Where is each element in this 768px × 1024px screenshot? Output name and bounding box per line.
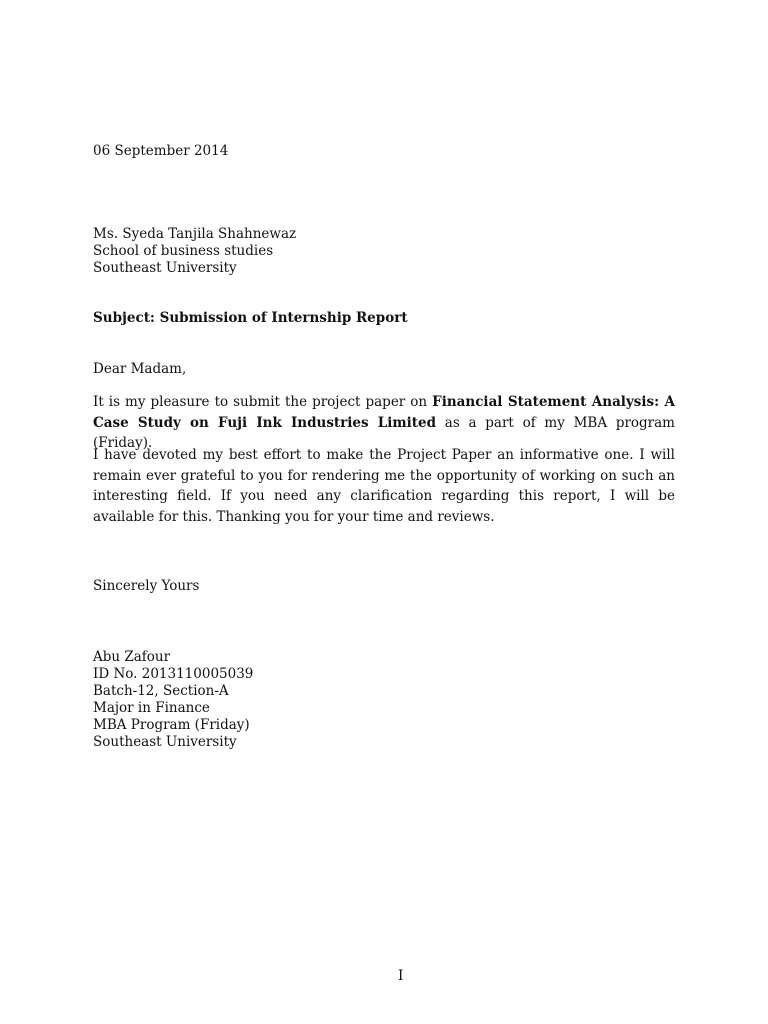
sender-program: MBA Program (Friday) — [93, 717, 250, 733]
project-title: Financial Statement Analysis: A Case Study on Fuji Ink Industries Limited — [93, 394, 675, 431]
sender-id: ID No. 2013110005039 — [93, 666, 254, 682]
sender-major: Major in Finance — [93, 700, 210, 716]
recipient-name: Ms. Syeda Tanjila Shahnewaz — [93, 226, 297, 242]
letter-date: 06 September 2014 — [93, 143, 229, 159]
sender-batch: Batch-12, Section-A — [93, 683, 229, 699]
page-number: I — [398, 968, 404, 984]
recipient-department: School of business studies — [93, 243, 274, 259]
recipient-institution: Southeast University — [93, 260, 237, 276]
sender-institution: Southeast University — [93, 734, 237, 750]
paragraph-1-intro: It is my pleasure to submit the project paper on — [93, 394, 433, 410]
closing: Sincerely Yours — [93, 578, 200, 594]
paragraph-2: I have devoted my best effort to make the Project Paper an informative one. I will remain ever grateful to you for rendering me the opportunity of working on such an interesting field. If you need any clarification regarding this report, I will be available for this. Thanking you for your time and reviews. — [93, 447, 675, 525]
sender-name: Abu Zafour — [93, 649, 171, 665]
letter-subject: Subject: Submission of Internship Report — [93, 310, 408, 326]
paragraph-1-ending: as a part of my MBA program (Friday). — [93, 414, 675, 451]
salutation: Dear Madam, — [93, 361, 187, 377]
